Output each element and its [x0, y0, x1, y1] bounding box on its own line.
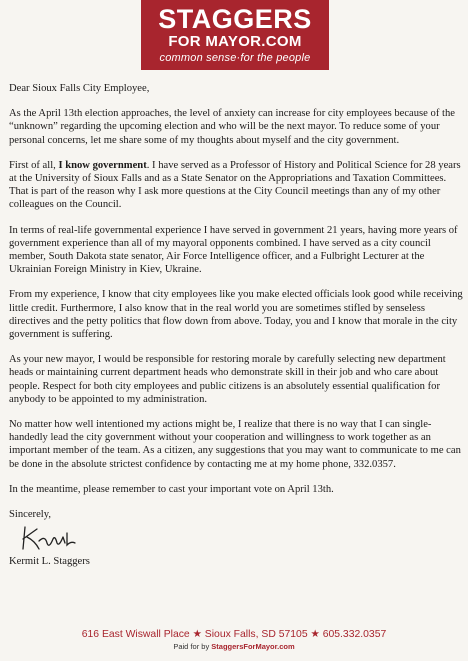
signer-name: Kermit L. Staggers [9, 556, 90, 568]
closing: Sincerely, [9, 509, 51, 521]
paragraph-1: As the April 13th election approaches, the level of anxiety can increase for city employees because of the “unknown” regarding the upcoming election and who will be the next mayor. To reduce some of your personal concerns, let me share some of my thoughts about myself and the city government. [9, 108, 455, 146]
letter-body [9, 82, 464, 580]
masthead-tagline: common sense·for the people [159, 52, 311, 64]
campaign-masthead [141, 0, 329, 70]
masthead-subtitle: FOR MAYOR.COM [168, 33, 302, 50]
paid-for-notice [0, 641, 468, 652]
paragraph-4: From my experience, I know that city employees like you make elected officials look good while receiving little credit. Furthermore, I also know that in the real world you are sometimes stifled by senseless directives and the petty politics that flow down from above. Today, you and I know that morale in the city government is suffering. [9, 289, 463, 341]
masthead-name: STAGGERS [158, 4, 312, 34]
footer-address: 616 East Wiswall Place ★ Sioux Falls, SD 57105 ★ 605.332.0357 [81, 629, 387, 640]
paragraph-2-rest: . I have served as a Professor of History and Political Science for 28 years at the University of Sioux Falls and as a State Senator on the Appropriations and Taxation Committees. That is part of the reason why I ask more questions at the City Council meetings than any of my other colleagues on the Council. [9, 159, 461, 211]
paragraph-5: As your new mayor, I would be responsible for restoring morale by carefully selecting new department heads or maintaining current department heads who demonstrate skill in their job and who care about people. Respect for both city employees and public citizens is an absolutely essential qualification for anybody to be appointed to my administration. [9, 354, 446, 405]
paragraph-6: No matter how well intentioned my actions might be, I realize that there is no way that I can single-handedly lead the city government without your cooperation and willingness to work together as an important member of the team. As a citizen, any suggestions that you may want to communicate to me can be done in the absolute strictest confidence by contacting me at my home phone, 332.0357. [9, 419, 461, 470]
paid-for-site: StaggersForMayor.com [211, 642, 295, 651]
salutation: Dear Sioux Falls City Employee, [9, 83, 150, 94]
handwritten-signature [19, 523, 464, 553]
paid-for-lead: Paid for by [173, 642, 212, 651]
paragraph-3: In terms of real-life governmental experience I have served in government 21 years, having more years of government experience than all of my mayoral opponents combined. I have served as a city council member, South Dakota state senator, Air Force Intelligence officer, and a Fulbright Lecturer at the Ukrainian Foreign Ministry in Kiev, Ukraine. [9, 224, 458, 276]
paragraph-2-lead: First of all, [9, 159, 59, 171]
paragraph-7: In the meantime, please remember to cast your important vote on April 13th. [9, 483, 334, 495]
letterhead-footer [0, 628, 468, 652]
paragraph-2-emphasis: I know government [58, 159, 147, 171]
paragraph-2 [9, 159, 464, 212]
